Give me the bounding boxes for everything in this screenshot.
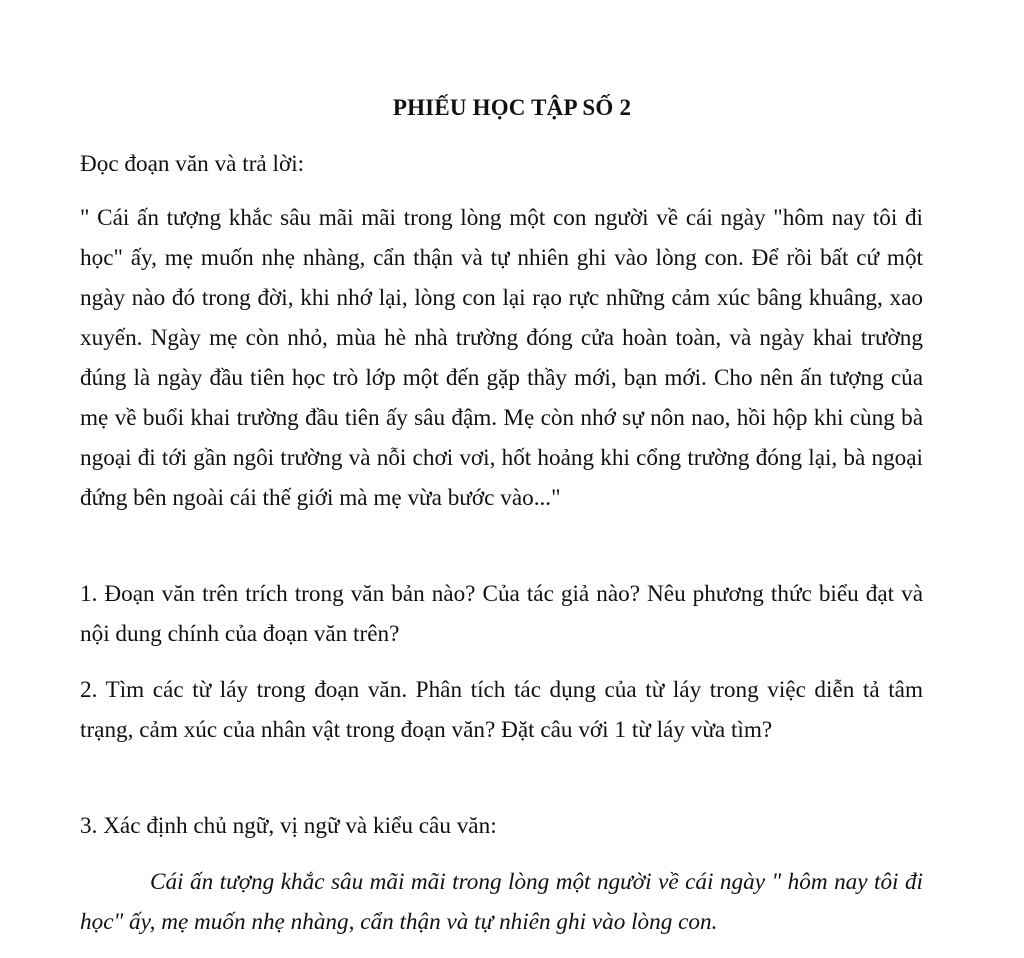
example-sentence: Cái ấn tượng khắc sâu mãi mãi trong lòng một người về cái ngày " hôm nay tôi đi học" ấy, mẹ muốn nhẹ nhàng, cẩn thận và tự nhiên ghi vào lòng con. [80,869,923,935]
question-2: 2. Tìm các từ láy trong đoạn văn. Phân tích tác dụng của từ láy trong việc diễn tả tâm trạng, cảm xúc của nhân vật trong đoạn văn? Đặt câu với 1 từ láy vừa tìm? [80,677,923,743]
question-1: 1. Đoạn văn trên trích trong văn bản nào? Của tác giả nào? Nêu phương thức biểu đạt và nội dung chính của đoạn văn trên? [80,581,923,647]
question-3: 3. Xác định chủ ngữ, vị ngữ và kiểu câu văn: [80,813,497,839]
instruction-text: Đọc đoạn văn và trả lời: [80,151,305,177]
page-title: PHIẾU HỌC TẬP SỐ 2 [392,95,632,120]
reading-passage: " Cái ấn tượng khắc sâu mãi mãi trong lòng một con người về cái ngày "hôm nay tôi đi học" ấy, mẹ muốn nhẹ nhàng, cẩn thận và tự nhiên ghi vào lòng con. Để rồi bất cứ một ngày nào đó trong đời, khi nhớ lại, lòng con lại rạo rực những cảm xúc bâng khuâng, xao xuyến. Ngày mẹ còn nhỏ, mùa hè nhà trường đóng cửa hoàn toàn, và ngày khai trường đúng là ngày đầu tiên học trò lớp một đến gặp thầy mới, bạn mới. Cho nên ấn tượng của mẹ về buổi khai trường đầu tiên ấy sâu đậm. Mẹ còn nhớ sự nôn nao, hồi hộp khi cùng bà ngoại đi tới gần ngôi trường và nỗi chơi vơi, hốt hoảng khi cổng trường đóng lại, bà ngoại đứng bên ngoài cái thế giới mà mẹ vừa bước vào..." [80,205,923,511]
